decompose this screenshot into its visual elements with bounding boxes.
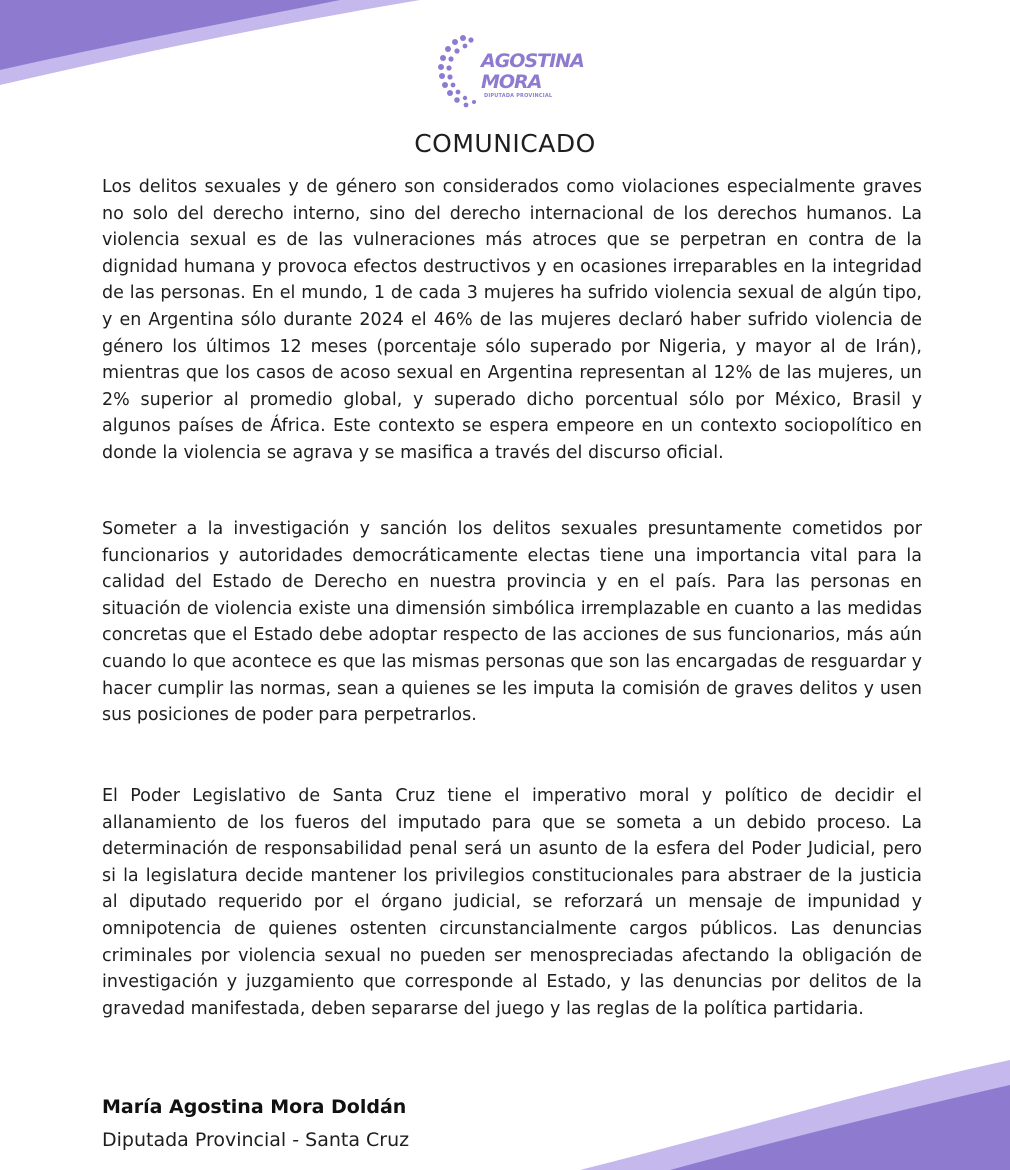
top-left-swoosh-decoration — [0, 0, 420, 100]
logo-subtitle: DIPUTADA PROVINCIAL — [484, 93, 553, 99]
bottom-right-swoosh-decoration — [580, 1060, 1010, 1170]
document-title: COMUNICADO — [414, 129, 596, 158]
dots-logo-icon — [437, 34, 483, 108]
paragraph-1-text: Los delitos sexuales y de género son considerados como violaciones especialmente graves no solo del derecho interno, sino del derecho internacional de los derechos humanos. La violencia sexual es de las vulneraciones más atroces que se perpetran en contra de la dignidad humana y provoca efectos destructivos y en ocasiones irreparables en la integridad de las personas. En el mundo, 1 de cada 3 mujeres ha sufrido violencia sexual de algún tipo, y en Argentina sólo durante 2024 el 46% de las mujeres declaró haber sufrido violencia de género los últimos 12 meses (porcentaje sólo superado por Nigeria, y mayor al de Irán), mientras que los casos de acoso sexual en Argentina representan al 12% de las mujeres, un 2% superior al promedio global, y superado dicho porcentual sólo por México, Brasil y algunos países de África. Este contexto se espera empeore en un contexto sociopolítico en donde la violencia se agrava y se masifica a través del discurso oficial. — [102, 177, 922, 463]
paragraph-1 — [102, 174, 922, 467]
paragraph-2-text: Someter a la investigación y sanción los delitos sexuales presuntamente cometidos por funcionarios y autoridades democráticamente electas tiene una importancia vital para la calidad del Estado de Derecho en nuestra provincia y en el país. Para las personas en situación de violencia existe una dimensión simbólica irremplazable en cuanto a las medidas concretas que el Estado debe adoptar respecto de las acciones de sus funcionarios, más aún cuando lo que acontece es que las mismas personas que son las encargadas de resguardar y hacer cumplir las normas, sean a quienes se les imputa la comisión de graves delitos y usen sus posiciones de poder para perpetrarlos. — [102, 519, 922, 726]
logo-name-first: AGOSTINA — [481, 50, 584, 72]
signature-role: Diputada Provincial - Santa Cruz — [102, 1129, 410, 1151]
signature-name: María Agostina Mora Doldán — [102, 1096, 407, 1118]
paragraph-3-text: El Poder Legislativo de Santa Cruz tiene el imperativo moral y político de decidir el allanamiento de los fueros del imputado para que se someta a un debido proceso. La determinación de responsabilidad penal será un asunto de la esfera del Poder Judicial, pero si la legislatura decide mantener los privilegios constitucionales para abstraer de la justicia al diputado requerido por el órgano judicial, se reforzará un mensaje de impunidad y omnipotencia de quienes ostenten circunstancialmente cargos públicos. Las denuncias criminales por violencia sexual no pueden ser menospreciadas afectando la obligación de investigación y juzgamiento que corresponde al Estado, y las denuncias por delitos de la gravedad manifestada, deben separarse del juego y las reglas de la política partidaria. — [102, 786, 922, 1019]
agostina-mora-logo — [437, 34, 597, 108]
logo-name-last: MORA — [481, 71, 542, 93]
paragraph-2 — [102, 516, 922, 729]
paragraph-3 — [102, 783, 922, 1022]
